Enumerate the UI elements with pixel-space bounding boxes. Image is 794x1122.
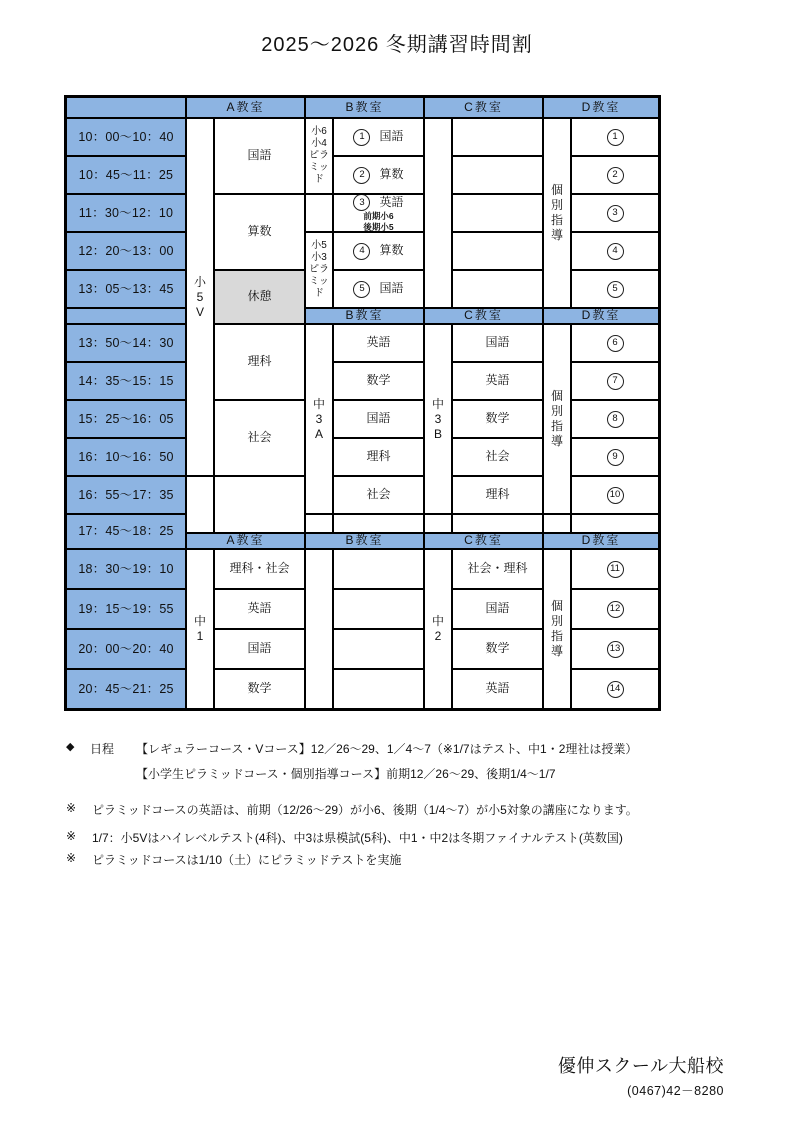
lesson-cell-a: 国語 [215,119,304,193]
time-cell: 20：00～20：40 [67,630,185,668]
lesson-subnote: 後期小5 [363,222,394,231]
group-cell-chu3a [306,325,332,513]
lesson-cell-c: 社会 [453,439,542,475]
lesson-cell-a: 英語 [215,590,304,628]
time-cell: 16：55～17：35 [67,477,185,513]
group-label: 小5小3ピラミッド [309,240,329,299]
group-cell-chu3b [425,325,451,513]
individual-slot-cell [572,477,658,513]
group-cell-pyramid-lower [306,233,332,307]
individual-slot-cell [572,157,658,193]
lesson-cell-c: 理科 [453,477,542,513]
classroom-header-b: B教室 [306,534,423,548]
empty-cell [453,119,542,155]
empty-cell [425,515,451,532]
empty-cell [306,515,332,532]
kome-mark: ※ [66,851,77,865]
time-cell: 19：15～19：55 [67,590,185,628]
lesson-cell-c: 社会・理科 [453,550,542,588]
lesson-label: 英語 [379,195,404,209]
schedule-note [66,740,637,782]
empty-cell [572,515,658,532]
group-label: 中3B [432,396,445,441]
empty-cell [453,271,542,307]
lesson-cell-c: 数学 [453,401,542,437]
schedule-text-2: 【小学生ピラミッドコース・個別指導コース】前期12／26～29、後期1/4～1/7 [136,767,556,781]
lesson-subnote: 前期小6 [363,211,394,222]
lesson-cell-c: 英語 [453,670,542,708]
phone-number: (0467)42－8280 [627,1084,724,1098]
circled-number: 5 [607,281,624,298]
individual-slot-cell [572,271,658,307]
group-label: 個別指導 [551,599,564,658]
circled-number: 5 [353,281,370,298]
group-cell-pyramid-upper [306,119,332,193]
empty-cell [334,630,423,668]
circled-number: 9 [607,449,624,466]
circled-number: 4 [607,243,624,260]
group-label: 中3A [313,396,326,441]
lesson-cell-a: 算数 [215,195,304,269]
page-title: 2025～2026 冬期講習時間割 [261,34,533,56]
time-cell: 14：35～15：15 [67,363,185,399]
kome-mark: ※ [66,801,77,815]
classroom-header-a: A教室 [187,534,304,548]
time-cell: 13：05～13：45 [67,271,185,307]
lesson-cell-a: 理科・社会 [215,550,304,588]
circled-number: 2 [353,167,370,184]
circled-number: 11 [607,561,624,578]
time-blank-cell [67,309,185,323]
lesson-cell-b [334,195,423,231]
lesson-cell-b: 英語 [334,325,423,361]
time-cell: 17：45～18：25 [67,515,185,548]
remark-text-2: 1/7：小5Vはハイレベルテスト(4科)、中3は県模試(5科)、中1・中2は冬期ファイナルテスト(英数国) [92,831,623,845]
empty-cell [453,157,542,193]
circled-number: 2 [607,167,624,184]
remark-text-3: ピラミッドコースは1/10（土）にピラミッドテストを実施 [92,853,402,867]
lesson-label: 算数 [379,167,404,182]
group-cell-sho5v [187,119,213,475]
empty-cell [306,550,332,708]
group-label: 小5V [194,274,207,319]
time-cell: 20：45～21：25 [67,670,185,708]
remark-line [66,801,638,818]
lesson-cell-b [334,119,423,155]
individual-slot-cell [572,195,658,231]
circled-number: 3 [353,195,370,211]
footer [558,1052,724,1099]
individual-slot-cell [572,630,658,668]
lesson-cell-b: 数学 [334,363,423,399]
classroom-header-c: C教室 [425,98,542,117]
lesson-cell-b: 理科 [334,439,423,475]
empty-cell [187,477,213,532]
lesson-row [353,195,403,211]
circled-number: 10 [607,487,624,504]
circled-number: 8 [607,411,624,428]
time-cell: 16：10～16：50 [67,439,185,475]
classroom-header-d: D教室 [544,534,658,548]
time-cell: 15：25～16：05 [67,401,185,437]
lesson-label: 算数 [379,243,404,258]
kome-mark: ※ [66,829,77,843]
empty-cell [425,119,451,307]
group-cell-chu2 [425,550,451,708]
classroom-header-b: B教室 [306,98,423,117]
lesson-cell-a: 国語 [215,630,304,668]
individual-slot-cell [572,401,658,437]
individual-slot-cell [572,325,658,361]
circled-number: 1 [607,129,624,146]
time-cell: 10：00～10：40 [67,119,185,155]
lesson-cell-c: 国語 [453,325,542,361]
empty-cell [453,233,542,269]
group-cell-individual [544,550,570,708]
time-cell: 11：30～12：10 [67,195,185,231]
empty-cell [215,477,304,532]
time-cell: 18：30～19：10 [67,550,185,588]
remark-line [66,829,638,846]
empty-cell [334,515,423,532]
time-cell: 10：45～11：25 [67,157,185,193]
lesson-cell-a: 理科 [215,325,304,399]
group-cell-individual [544,325,570,513]
individual-slot-cell [572,670,658,708]
circled-number: 14 [607,681,624,698]
lesson-cell-b: 国語 [334,401,423,437]
group-cell-chu1 [187,550,213,708]
lesson-cell-b [334,233,423,269]
circled-number: 7 [607,373,624,390]
empty-cell [453,195,542,231]
lesson-cell-c: 数学 [453,630,542,668]
lesson-cell-c: 国語 [453,590,542,628]
time-cell: 13：50～14：30 [67,325,185,361]
empty-cell [334,670,423,708]
remark-text-1: ピラミッドコースの英語は、前期（12/26～29）が小6、後期（1/4～7）が小5対象の講座になります。 [92,803,638,817]
lesson-label: 国語 [379,281,404,296]
circled-number: 1 [353,129,370,146]
circled-number: 13 [607,641,624,658]
lesson-cell-c: 英語 [453,363,542,399]
circled-number: 6 [607,335,624,352]
schedule-text-1: 【レギュラーコース・Vコース】12／26～29、1／4～7（※1/7はテスト、中1・2理社は授業） [136,742,638,756]
school-name: 優伸スクール大船校 [557,1056,724,1076]
group-label: 小6小4ピラミッド [309,126,329,185]
circled-number: 4 [353,243,370,260]
schedule-label: 日程 [90,742,115,756]
diamond-bullet-icon: ◆ [66,741,75,753]
circled-number: 3 [607,205,624,222]
empty-cell [334,590,423,628]
individual-slot-cell [572,590,658,628]
lesson-cell-a: 数学 [215,670,304,708]
lesson-cell-b [334,157,423,193]
lesson-label: 国語 [379,129,404,144]
individual-slot-cell [572,363,658,399]
classroom-header-a: A教室 [187,98,304,117]
classroom-header-d: D教室 [544,98,658,117]
classroom-header-d: D教室 [544,309,658,323]
lesson-cell-b: 社会 [334,477,423,513]
group-cell-individual [544,119,570,307]
header-blank-cell [67,98,185,117]
empty-cell [453,515,542,532]
circled-number: 12 [607,601,624,618]
individual-slot-cell [572,119,658,155]
empty-cell [544,515,570,532]
time-cell: 12：20～13：00 [67,233,185,269]
empty-cell [334,550,423,588]
lesson-cell-b [334,271,423,307]
classroom-header-c: C教室 [425,309,542,323]
group-label: 個別指導 [551,183,564,242]
group-label: 個別指導 [551,389,564,448]
classroom-header-c: C教室 [425,534,542,548]
timetable [64,95,661,711]
individual-slot-cell [572,233,658,269]
group-label: 中2 [432,614,445,643]
group-label: 中1 [194,614,207,643]
classroom-header-b: B教室 [306,309,423,323]
remarks [66,801,638,879]
individual-slot-cell [572,550,658,588]
lesson-cell-a: 社会 [215,401,304,475]
individual-slot-cell [572,439,658,475]
empty-cell [306,195,332,231]
break-cell: 休憩 [215,271,304,323]
schedule-line-1 [66,740,637,757]
remark-line [66,851,638,868]
